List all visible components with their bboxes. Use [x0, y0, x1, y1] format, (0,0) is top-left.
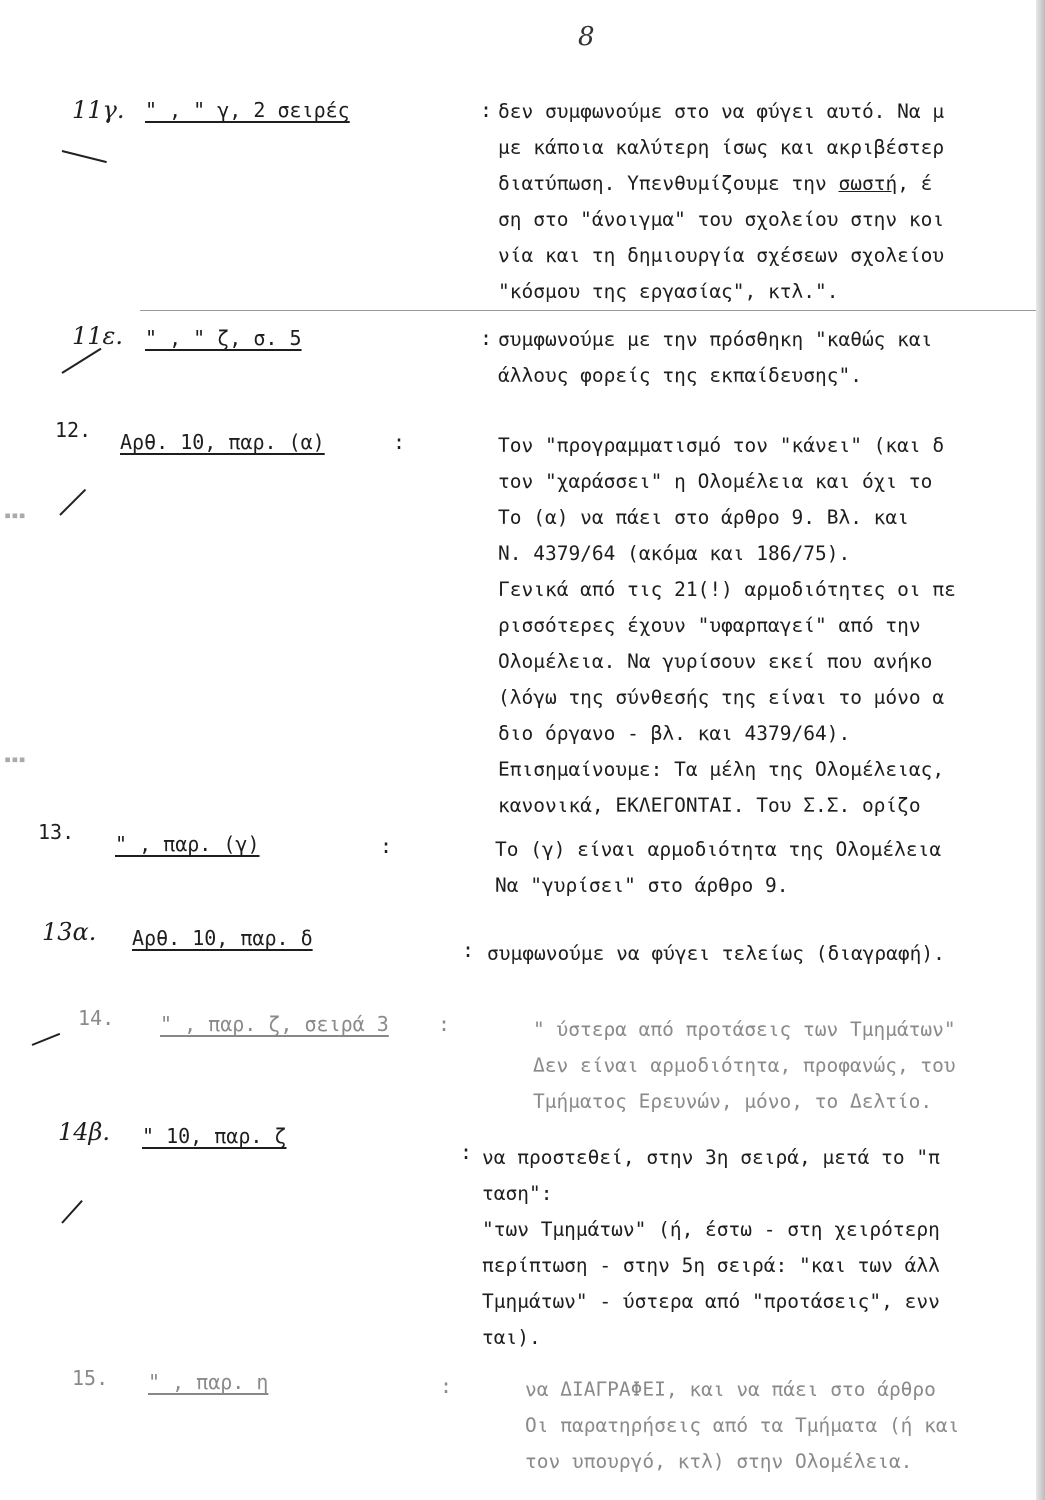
comment-text [498, 428, 1045, 824]
colon: : [462, 938, 475, 962]
comment-line: ται). [482, 1326, 541, 1349]
comment-line: Ολομέλεια. Να γυρίσουν εκεί που ανήκο [498, 650, 933, 673]
comment-line: ταση": [482, 1182, 553, 1205]
comment-line: περίπτωση - στην 5η σειρά: "και των άλλ [482, 1254, 940, 1277]
comment-line: "κόσμου της εργασίας", κτλ.". [498, 280, 839, 303]
comment-line: Γενικά από τις 21(!) αρμοδιότητες οι πε [498, 578, 956, 601]
comment-line: Επισημαίνουμε: Τα μέλη της Ολομέλειας, [498, 758, 945, 781]
comment-line: τον "χαράσσει" η Ολομέλεια και όχι το [498, 470, 933, 493]
comment-line: νία και τη δημιουργία σχέσεων σχολείου [498, 244, 945, 267]
article-reference: " , " ζ, σ. 5 [145, 326, 302, 350]
divider-line [140, 310, 1045, 311]
colon: : [393, 430, 406, 454]
comment-line: Δεν είναι αρμοδιότητα, προφανώς, του [533, 1054, 956, 1077]
comment-line: "των Τμημάτων" (ή, έστω - στη χειρότερη [482, 1218, 940, 1241]
colon: : [438, 1012, 451, 1036]
comment-line: να ΔΙΑΓΡΑΦΕΙ, και να πάει στο άρθρο [525, 1378, 936, 1401]
entry-number: 11ε. [72, 322, 124, 350]
entry-number: 14. [78, 1006, 115, 1030]
comment-text [498, 322, 1045, 394]
check-mark-icon [32, 1033, 61, 1046]
comment-line: ρισσότερες έχουν "υφαρπαγεί" από την [498, 614, 921, 637]
entry-number: 13. [38, 820, 75, 844]
entry-number: 14β. [58, 1118, 111, 1146]
comment-fragment: διατύπωση. Υπενθυμίζουμε την [498, 172, 827, 195]
article-reference: " , παρ. ζ, σειρά 3 [160, 1012, 389, 1036]
comment-line: Τμημάτων" - ύστερα από "προτάσεις", ενν [482, 1290, 940, 1313]
check-mark-icon [62, 150, 107, 163]
page-number: 8 [578, 22, 595, 52]
comment-line: συμφωνούμε να φύγει τελείως (διαγραφή). [487, 942, 945, 965]
comment-fragment: , έ [897, 172, 933, 195]
scan-speck: ▪▪▪ [4, 752, 26, 766]
comment-line: δεν συμφωνούμε στο να φύγει αυτό. Να μ [498, 100, 945, 123]
comment-line: τον υπουργό, κτλ) στην Ολομέλεια. [525, 1450, 913, 1473]
comment-text [495, 832, 1045, 904]
comment-line: κανονικά, ΕΚΛΕΓΟΝΤΑΙ. Του Σ.Σ. ορίζο [498, 794, 921, 817]
article-reference: Αρθ. 10, παρ. δ [132, 926, 313, 950]
comment-line: Το (α) να πάει στο άρθρο 9. Βλ. και [498, 506, 909, 529]
article-reference: " , " γ, 2 σειρές [145, 98, 350, 122]
underlined-word: σωστή [838, 172, 898, 195]
comment-text [482, 1140, 1042, 1356]
comment-line: Ν. 4379/64 (ακόμα και 186/75). [498, 542, 851, 565]
comment-line: άλλους φορείς της εκπαίδευσης". [498, 364, 862, 387]
article-reference: Αρθ. 10, παρ. (α) [120, 430, 325, 454]
colon: : [460, 1140, 473, 1164]
comment-line: Να "γυρίσει" στο άρθρο 9. [495, 874, 789, 897]
comment-line: να προστεθεί, στην 3η σειρά, μετά το "π [482, 1146, 940, 1169]
comment-line: με κάποια καλύτερη ίσως και ακριβέστερ [498, 136, 945, 159]
comment-line: ση στο "άνοιγμα" του σχολείου στην κοι [498, 208, 945, 231]
entry-number: 15. [72, 1366, 109, 1390]
comment-line: Οι παρατηρήσεις από τα Τμήματα (ή και [525, 1414, 960, 1437]
article-reference: " , παρ. η [148, 1370, 269, 1394]
comment-line: διο όργανο - βλ. και 4379/64). [498, 722, 851, 745]
comment-text [533, 1012, 1033, 1120]
comment-line: Τμήματος Ερευνών, μόνο, το Δελτίο. [533, 1090, 933, 1113]
comment-line: συμφωνούμε με την πρόσθηκη "καθώς και [498, 328, 933, 351]
comment-line [498, 166, 1045, 202]
colon: : [480, 326, 493, 350]
comment-text [498, 94, 1045, 310]
article-reference: " , παρ. (γ) [115, 832, 260, 856]
scan-speck: ▪▪▪ [4, 508, 26, 522]
comment-text [525, 1372, 1035, 1480]
colon: : [440, 1374, 453, 1398]
comment-text [487, 936, 1045, 972]
entry-number: 12. [55, 418, 92, 442]
comment-line: (λόγω της σύνθεσής της είναι το μόνο α [498, 686, 945, 709]
check-mark-icon [61, 348, 101, 374]
comment-line: Τον "προγραμματισμό τον "κάνει" (και δ [498, 434, 945, 457]
colon: : [480, 98, 493, 122]
entry-number: 11γ. [72, 96, 125, 124]
colon: : [380, 834, 393, 858]
check-mark-icon [61, 1200, 83, 1224]
comment-line: Το (γ) είναι αρμοδιότητα της Ολομέλεια [495, 838, 942, 861]
check-mark-icon [59, 489, 86, 516]
entry-number: 13α. [42, 918, 97, 946]
article-reference: " 10, παρ. ζ [142, 1124, 287, 1148]
comment-line: " ύστερα από προτάσεις των Τμημάτων" [533, 1018, 956, 1041]
